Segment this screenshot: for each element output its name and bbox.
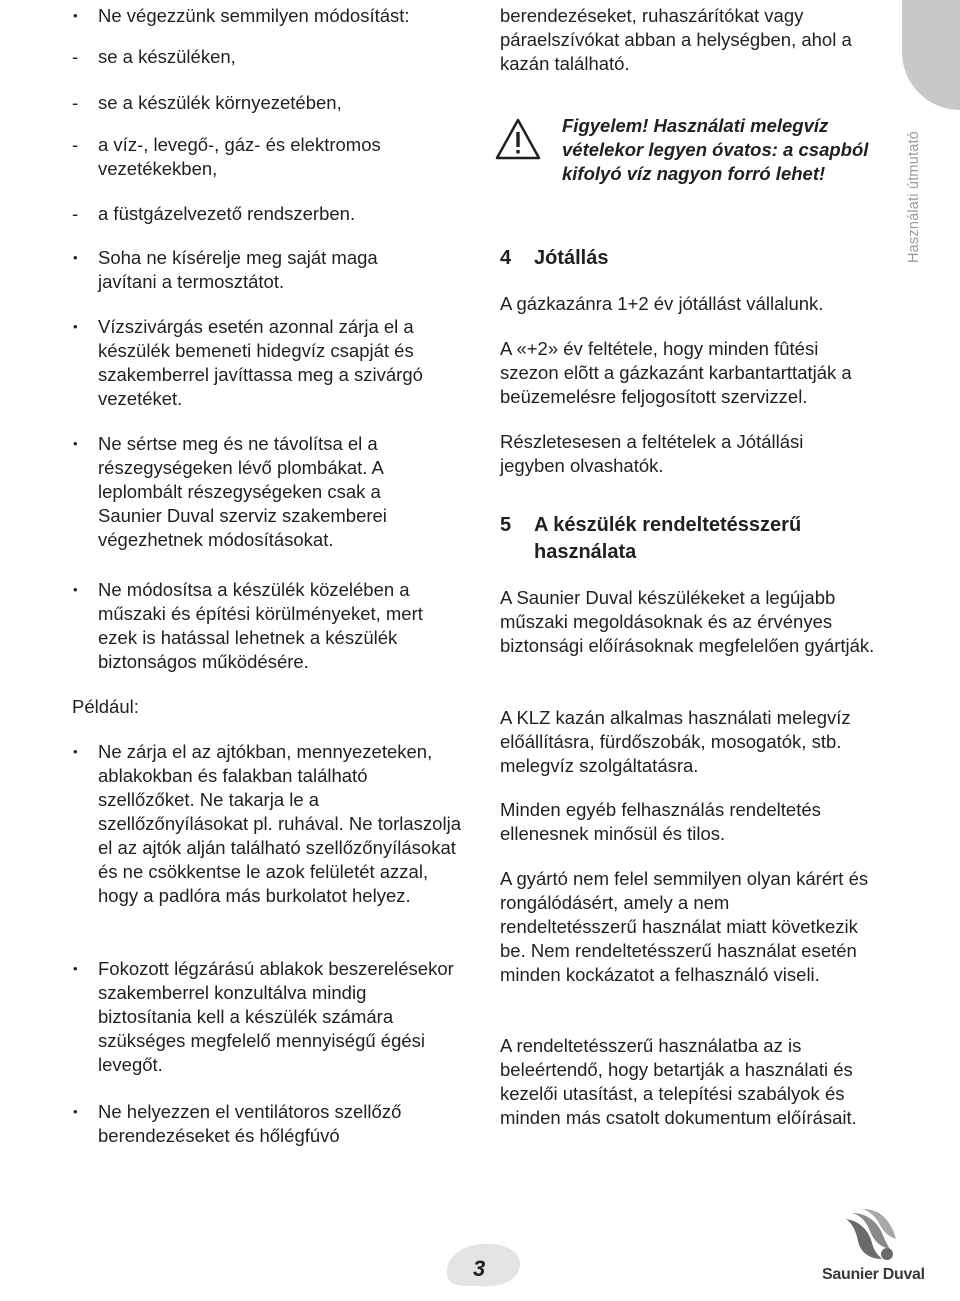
- example-bullet-text: Ne helyezzen el ventilátoros szellőző berendezéseket és hőlégfúvó: [98, 1101, 402, 1146]
- intro-bullet: [72, 4, 488, 28]
- continuation-text: berendezéseket, ruhaszárítókat vagy páraelszívókat abban a helységben, ahol a kazán található.: [500, 5, 852, 74]
- section-5-title: A készülék rendeltetésszerű használata: [534, 514, 802, 563]
- example-bullet-text: Fokozott légzárású ablakok beszerelésekor szakemberrel konzultálva mindig biztosítania kell a készülék számára szükséges megfelelő mennyiségű égési levegőt.: [98, 958, 454, 1075]
- brand-name: Saunier Duval: [822, 1266, 925, 1283]
- intro-bullet-text: Ne végezzünk semmilyen módosítást:: [98, 5, 410, 26]
- dash-item: [72, 202, 462, 226]
- page-number: 3: [473, 1256, 486, 1281]
- side-tab-background: [902, 0, 960, 110]
- bullet-item: [72, 246, 418, 294]
- bullet-text: Vízszivárgás esetén azonnal zárja el a készülék bemeneti hidegvíz csapját és szakemberrel javíttassa meg a szivárgó vezetéket.: [98, 316, 423, 409]
- section-4-title: Jótállás: [534, 247, 609, 269]
- dash-item-text: a füstgázelvezető rendszerben.: [98, 203, 356, 224]
- example-bullet: [72, 1100, 438, 1148]
- section-5-paragraph: A KLZ kazán alkalmas használati melegvíz előállításra, fürdőszobák, mosogatók, stb. melegvíz szolgáltatásra.: [500, 707, 851, 776]
- section-5-number: 5: [500, 514, 512, 536]
- dash-item: [72, 45, 462, 69]
- example-bullet: [72, 957, 462, 1077]
- section-4-heading: [500, 245, 904, 272]
- section-5-heading: [500, 512, 894, 566]
- side-tab-label: Használati útmutató: [906, 131, 922, 263]
- dash-item-text: se a készülék környezetében,: [98, 92, 342, 113]
- dash-item-text: a víz-, levegő-, gáz- és elektromos vezetékekben,: [98, 134, 381, 179]
- section-4-paragraph: A «+2» év feltétele, hogy minden fûtési szezon elõtt a gázkazánt karbantarttatják a beüzemelésre feljogosított szervizzel.: [500, 338, 852, 407]
- example-bullet-text: Ne zárja el az ajtókban, mennyezeteken, ablakokban és falakban található szellőzőket. Ne takarja le a szellőzőnyílásokat pl. ruhával. Ne torlaszolja el az ajtók alján található szellőzőnyílásokat és ne csökkentse le azok felületét azzal, hogy a padlóra más burkolatot helyez.: [98, 741, 461, 906]
- bullet-text: Ne sértse meg és ne távolítsa el a részegységeken lévő plombákat. A leplombált részegységeken csak a Saunier Duval szerviz szakemberei végezhetnek módosításokat.: [98, 433, 387, 550]
- dash-item: [72, 91, 462, 115]
- warning-text: Figyelem! Használati melegvíz vételekor legyen óvatos: a csapból kifolyó víz nagyon forró lehet!: [562, 115, 869, 184]
- section-5-paragraph: A gyártó nem felel semmilyen olyan kárért és rongálódásért, amely a nem rendeltetésszerű használat miatt következik be. Nem rendeltetésszerű használat esetén minden kockázatot a felhasználó viseli.: [500, 868, 869, 985]
- section-5-paragraph: A Saunier Duval készülékeket a legújabb műszaki megoldásoknak és az érvényes biztonsági előírásoknak megfelelően gyártják.: [500, 587, 875, 656]
- example-label: Például:: [72, 696, 139, 717]
- section-5-paragraph: Minden egyéb felhasználás rendeltetés ellenesnek minősül és tilos.: [500, 799, 821, 844]
- dash-item-text: se a készüléken,: [98, 46, 236, 67]
- bullet-text: Soha ne kísérelje meg saját maga javítani a termosztátot.: [98, 247, 378, 292]
- example-bullet: [72, 740, 462, 908]
- dash-item: [72, 133, 462, 181]
- bullet-item: [72, 578, 462, 674]
- warning-icon: [495, 118, 541, 160]
- section-4-paragraph: A gázkazánra 1+2 év jótállást vállalunk.: [500, 293, 824, 314]
- section-4-number: 4: [500, 247, 512, 269]
- bullet-text: Ne módosítsa a készülék közelében a műszaki és építési körülményeket, mert ezek is hatással lehetnek a készülék biztonságos működésére.: [98, 579, 423, 672]
- section-4-paragraph: Részletesesen a feltételek a Jótállási jegyben olvashatók.: [500, 431, 804, 476]
- section-5-paragraph: A rendeltetésszerű használatba az is beleértendő, hogy betartják a használati és kezelői utasítást, a telepítési szabályok és minden más csatolt dokumentum előírásait.: [500, 1035, 857, 1128]
- saunier-duval-logo-icon: [838, 1205, 900, 1267]
- bullet-item: [72, 432, 448, 552]
- bullet-item: [72, 315, 462, 411]
